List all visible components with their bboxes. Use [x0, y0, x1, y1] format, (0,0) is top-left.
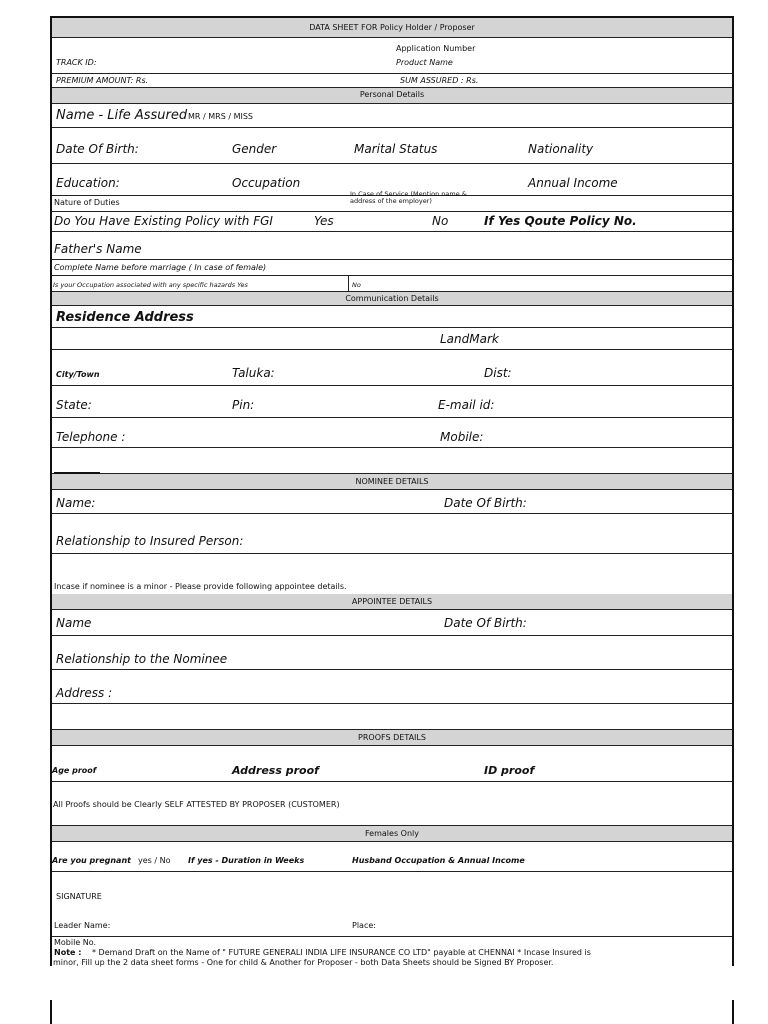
state-row: [52, 386, 732, 418]
dob-row: [52, 128, 732, 164]
place-label: Place:: [352, 921, 376, 930]
existing-policy-yes: Yes: [314, 214, 334, 228]
appointee-address-row: [52, 670, 732, 704]
page-bottom-border: [50, 1000, 734, 1024]
top-info-row: [52, 38, 732, 74]
pregnant-label: Are you pregnant: [52, 856, 131, 865]
note-line-2: minor, Fill up the 2 data sheet forms - One for child & Another for Proposer - both Data Sheets should be Signed BY Proposer.: [53, 958, 554, 967]
proofs-row: [52, 746, 732, 782]
hazard-divider: [348, 276, 349, 292]
service-employer-note: In Case of Service (Mention name & address of the employer): [350, 190, 467, 205]
father-name-row: [52, 232, 732, 260]
taluka-label: Taluka:: [232, 366, 275, 380]
product-name-label: Product Name: [396, 58, 453, 67]
occupation-label: Occupation: [232, 176, 301, 190]
proofs-header: PROOFS DETAILS: [52, 730, 732, 746]
attest-row: [52, 782, 732, 826]
minor-note-row: [52, 554, 732, 594]
appointee-blank-row: [52, 704, 732, 730]
dob-label: Date Of Birth:: [56, 142, 139, 156]
application-number-label: Application Number: [396, 44, 476, 53]
residence-row: [52, 306, 732, 328]
id-proof-label: ID proof: [484, 764, 535, 777]
mobile-label: Mobile:: [440, 430, 484, 444]
form-title: DATA SHEET FOR Policy Holder / Proposer: [52, 18, 732, 38]
appointee-name-row: [52, 610, 732, 636]
nominee-name-row: [52, 490, 732, 514]
marital-status-label: Marital Status: [354, 142, 438, 156]
address-proof-label: Address proof: [232, 764, 319, 777]
nominee-relationship-row: [52, 514, 732, 554]
leader-name-label: Leader Name:: [54, 921, 111, 930]
hazard-no: No: [352, 281, 361, 289]
sum-assured-label: SUM ASSURED : Rs.: [400, 76, 479, 85]
data-sheet-form: [50, 16, 734, 966]
personal-details-header: Personal Details: [52, 88, 732, 104]
pregnancy-row: [52, 842, 732, 872]
annual-income-label: Annual Income: [528, 176, 618, 190]
note-label: Note :: [54, 948, 82, 957]
self-attest-note: All Proofs should be Clearly SELF ATTESTED BY PROPOSER (CUSTOMER): [53, 800, 340, 809]
communication-header: Communication Details: [52, 292, 732, 306]
email-label: E-mail id:: [438, 398, 495, 412]
city-row: [52, 350, 732, 386]
appointee-relationship-label: Relationship to the Nominee: [56, 652, 228, 666]
state-label: State:: [56, 398, 92, 412]
quote-policy-label: If Yes Qoute Policy No.: [484, 214, 637, 228]
appointee-dob-label: Date Of Birth:: [444, 616, 527, 630]
premium-row: [52, 74, 732, 88]
appointee-header: APPOINTEE DETAILS: [52, 594, 732, 610]
dist-label: Dist:: [484, 366, 512, 380]
minor-note: Incase if nominee is a minor - Please provide following appointee details.: [54, 582, 347, 591]
salutation-options: MR / MRS / MISS: [188, 112, 253, 121]
nominee-name-label: Name:: [56, 496, 96, 510]
appointee-address-label: Address :: [56, 686, 113, 700]
nominee-relationship-label: Relationship to Insured Person:: [56, 534, 244, 548]
residence-address-label: Residence Address: [56, 310, 194, 325]
age-proof-label: Age proof: [52, 766, 97, 775]
education-label: Education:: [56, 176, 120, 190]
name-life-assured-label: Name - Life Assured: [56, 108, 188, 123]
females-header: Females Only: [52, 826, 732, 842]
nationality-label: Nationality: [528, 142, 594, 156]
pin-label: Pin:: [232, 398, 255, 412]
appointee-relationship-row: [52, 636, 732, 670]
father-name-label: Father's Name: [54, 242, 142, 256]
gender-label: Gender: [232, 142, 277, 156]
duties-row: [52, 190, 732, 212]
name-row: [52, 104, 732, 128]
nominee-header: NOMINEE DETAILS: [52, 474, 732, 490]
mobile-no-label: Mobile No.: [54, 938, 97, 947]
complete-name-label: Complete Name before marriage ( In case of female): [54, 263, 267, 272]
duration-label: If yes - Duration in Weeks: [188, 856, 305, 865]
landmark-row: [52, 328, 732, 350]
existing-policy-label: Do You Have Existing Policy with FGI: [54, 214, 273, 228]
premium-amount-label: PREMIUM AMOUNT: Rs.: [56, 76, 149, 85]
nominee-dob-label: Date Of Birth:: [444, 496, 527, 510]
husband-occupation-label: Husband Occupation & Annual Income: [352, 856, 525, 865]
hazard-label: Is your Occupation associated with any specific hazards Yes: [53, 281, 248, 289]
signature-label: SIGNATURE: [56, 892, 102, 901]
hazard-row: [52, 276, 732, 292]
signature-row: [52, 872, 732, 936]
existing-policy-no: No: [432, 214, 449, 228]
note-row: [52, 948, 732, 968]
appointee-name-label: Name: [56, 616, 92, 630]
nature-of-duties-label: Nature of Duties: [54, 198, 120, 207]
note-line-1: * Demand Draft on the Name of " FUTURE GENERALI INDIA LIFE INSURANCE CO LTD" payable at CHENNAI * Incase Insured is: [92, 948, 591, 957]
existing-policy-row: [52, 212, 732, 232]
track-id-label: TRACK ID:: [56, 58, 97, 67]
mobile-row: [52, 936, 732, 948]
pregnant-yes-no: yes / No: [138, 856, 171, 865]
landmark-label: LandMark: [440, 332, 499, 346]
telephone-label: Telephone :: [56, 430, 126, 444]
city-town-label: City/Town: [56, 370, 100, 379]
telephone-row: [52, 418, 732, 448]
blank-row: [52, 448, 732, 474]
complete-name-row: [52, 260, 732, 276]
